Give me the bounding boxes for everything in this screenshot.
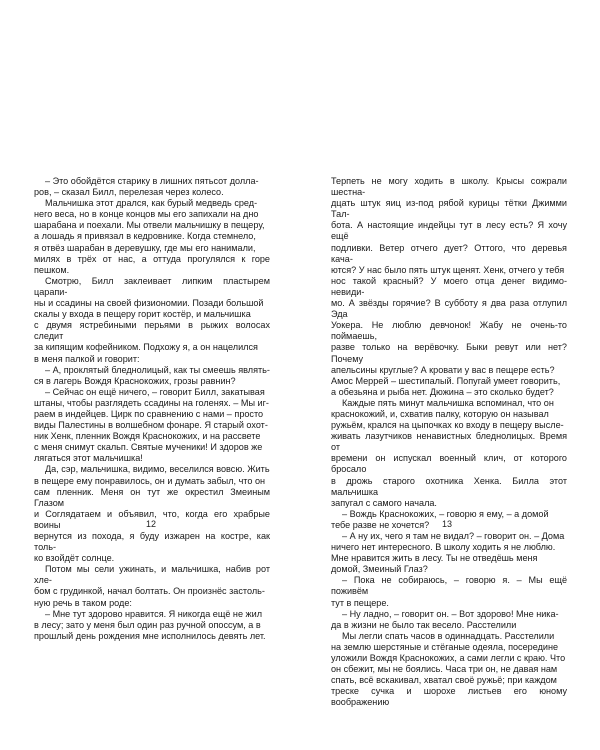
paragraph: – Пока не собираюсь, – говорю я. – Мы ещё поживём тут в пещере. [331,575,567,608]
paragraph: Да, сэр, мальчишка, видимо, веселился вовсю. Жить в пещере ему понравилось, он и думать забыл, что он сам пленник. Меня он тут же окрестил Змеиным Глазом и Соглядатаем и объявил, что, когда его храбрые воины вернутся из похода, я буду изжарен на костре, как толь- ко взойдёт солнце. [34,464,270,564]
paragraph: Смотрю, Билл заклеивает липким пластырем царапи- ны и ссадины на своей физиономии. Позади большой скалы у входа в пещеру горит костёр, и мальчишка с двумя ястребиными перьями в рыжих волосах следит за кипящим кофейником. Подхожу я, а он нацелился в меня палкой и говорит: [34,275,270,364]
paragraph: Потом мы сели ужинать, и мальчишка, набив рот хле- бом с грудинкой, начал болтать. Он произнёс застоль- ную речь в таком роде: [34,564,270,608]
left-page-text [34,176,270,642]
paragraph: – Сейчас он ещё ничего, – говорит Билл, закатывая штаны, чтобы разглядеть ссадины на голенях. – Мы иг- раем в индейцев. Цирк по сравнению с нами – просто виды Палестины в волшебном фонаре. Я старый охот- ник Хенк, пленник Вождя Краснокожих, и на рассвете с меня снимут скальп. Святые мученики! И здоров же лягаться этот мальчишка! [34,386,269,464]
right-page-text [331,176,567,709]
paragraph: – Вождь Краснокожих, – говорю я ему, – а домой тебе разве не хочется? [331,508,549,530]
paragraph: – Это обойдётся старику в лишних пятьсот долла- ров, – сказал Билл, перелезая через колесо. [34,176,259,198]
paragraph: Мы легли спать часов в одиннадцать. Расстелили на землю шерстяные и стёганые одеяла, посередине уложили Вождя Краснокожих, а сами легли с краю. Что он сбежит, мы не боялись. Часа три он, не давая нам спать, всё вскакивал, хватал своё ружьё; при каждом треске сучка и шорохе листьев его юному воображению [331,630,567,708]
paragraph: Мальчишка этот дрался, как бурый медведь сред- него веса, но в конце концов мы его запихали на дно шарабана и поехали. Мы отвели мальчишку в пещеру, а лошадь я привязал в кедровнике. Когда стемнело, я отвёз шарабан в деревушку, где мы его нанимали, милях в трёх от нас, а оттуда прогулялся к горе пешком. [34,198,270,275]
paragraph: – Мне тут здорово нравится. Я никогда ещё не жил в лесу; зато у меня был один раз ручной опоссум, а в прошлый день рождения мне исполнилось девять лет. [34,608,266,641]
paragraph: Терпеть не могу ходить в школу. Крысы сожрали шестна- дцать штук яиц из-под рябой курицы тётки Джимми Тал- бота. А настоящие индейцы тут в лесу есть? Я хочу ещё подливки. Ветер отчего дует? Оттого, что деревья кача- ются? У нас было пять штук щенят. Хенк, отчего у тебя нос такой красный? У моего отца денег видимо-невиди- мо. А звёзды горячие? В субботу я два раза отлупил Эда Уокера. Не люблю девчонок! Жабу не очень-то поймаешь, разве только на верёвочку. Быки ревут или нет? Почему апельсины круглые? А кровати у вас в пещере есть? Амос Меррей – шестипалый. Попугай умеет говорить, а обезьяна и рыба нет. Дюжина – это сколько будет? [331,176,567,397]
paragraph: – А, проклятый бледнолицый, как ты смеешь являть- ся в лагерь Вождя Краснокожих, грозы равнин? [34,364,270,386]
page-number-right: 13 [442,519,453,529]
page-number-left: 12 [146,519,157,529]
paragraph: – А ну их, чего я там не видал? – говорит он. – Дома ничего нет интересного. В школу ходить я не люблю. Мне нравится жить в лесу. Ты не отведёшь меня домой, Змеиный Глаз? [331,531,565,575]
paragraph: Каждые пять минут мальчишка вспоминал, что он краснокожий, и, схватив палку, которую он называл ружьём, крался на цыпочках ко входу в пещеру высле- живать лазутчиков ненавистных бледнолицых. Время от времени он испускал военный клич, от которого бросало в дрожь старого охотника Хенка. Билла этот мальчишка запугал с самого начала. [331,397,567,508]
paragraph: – Ну ладно, – говорит он. – Вот здорово! Мне ника- да в жизни не было так весело. Расстелили [331,608,559,630]
